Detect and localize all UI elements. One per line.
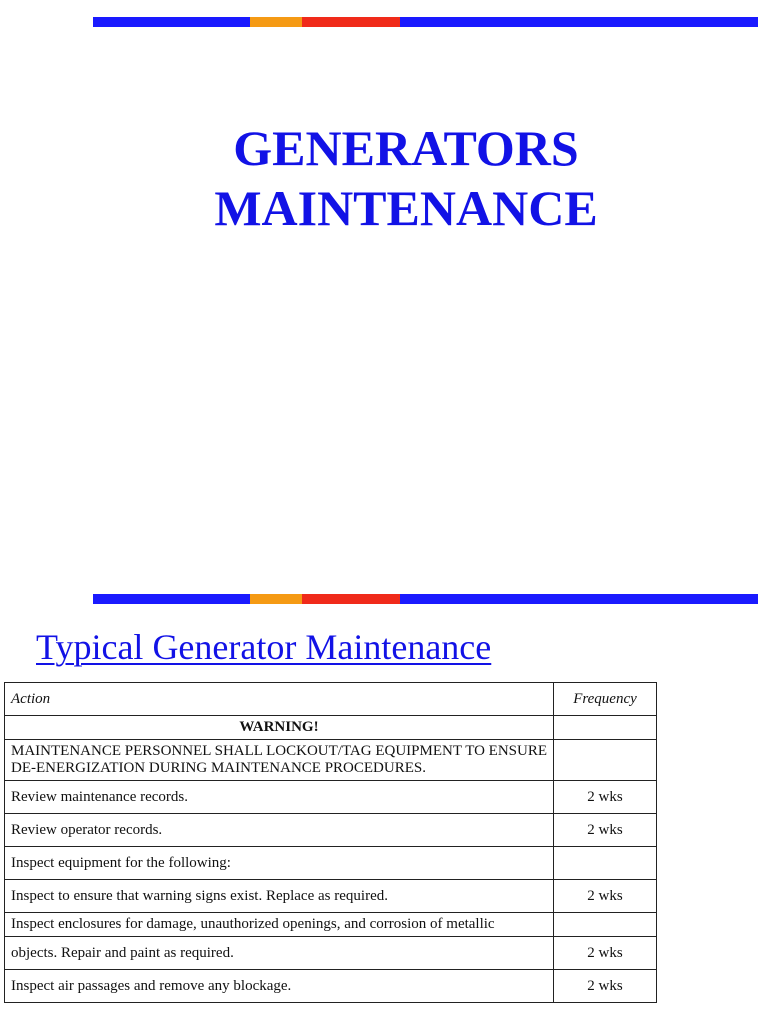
column-header-frequency: Frequency: [554, 683, 657, 716]
action-cell: Inspect to ensure that warning signs exist. Replace as required.: [5, 880, 554, 913]
frequency-cell: 2 wks: [554, 880, 657, 913]
stripe-segment-red: [302, 594, 400, 604]
warning-cell: WARNING!: [5, 716, 554, 740]
frequency-cell: [554, 716, 657, 740]
table-row: [5, 937, 657, 970]
action-cell: Inspect enclosures for damage, unauthorized openings, and corrosion of metallic: [5, 913, 554, 937]
section-heading: Typical Generator Maintenance: [36, 627, 492, 667]
decorative-stripe-top: [93, 17, 758, 27]
table-row: [5, 740, 657, 781]
action-cell: MAINTENANCE PERSONNEL SHALL LOCKOUT/TAG EQUIPMENT TO ENSURE DE-ENERGIZATION DURING MAINTENANCE PROCEDURES.: [5, 740, 554, 781]
maintenance-table: [4, 682, 657, 1003]
frequency-cell: 2 wks: [554, 781, 657, 814]
table-header-row: [5, 683, 657, 716]
decorative-stripe-middle: [93, 594, 758, 604]
stripe-segment-blue: [93, 17, 250, 27]
frequency-cell: 2 wks: [554, 937, 657, 970]
stripe-segment-blue: [400, 594, 758, 604]
frequency-cell: [554, 740, 657, 781]
slide-title-line-1: GENERATORS: [233, 120, 579, 176]
frequency-cell: 2 wks: [554, 970, 657, 1003]
frequency-cell: 2 wks: [554, 814, 657, 847]
column-header-action: Action: [5, 683, 554, 716]
stripe-segment-orange: [250, 594, 302, 604]
table-row: [5, 913, 657, 937]
action-cell: objects. Repair and paint as required.: [5, 937, 554, 970]
stripe-segment-orange: [250, 17, 302, 27]
slide-title: [0, 118, 768, 238]
frequency-cell: [554, 847, 657, 880]
table-row: [5, 716, 657, 740]
stripe-segment-blue: [400, 17, 758, 27]
table-row: [5, 970, 657, 1003]
frequency-cell: [554, 913, 657, 937]
table-row: [5, 847, 657, 880]
stripe-segment-blue: [93, 594, 250, 604]
action-cell: Review operator records.: [5, 814, 554, 847]
table-row: [5, 880, 657, 913]
table-row: [5, 781, 657, 814]
action-cell: Inspect equipment for the following:: [5, 847, 554, 880]
slide-title-line-2: MAINTENANCE: [214, 180, 598, 236]
stripe-segment-red: [302, 17, 400, 27]
action-cell: Inspect air passages and remove any blockage.: [5, 970, 554, 1003]
action-cell: Review maintenance records.: [5, 781, 554, 814]
table-row: [5, 814, 657, 847]
